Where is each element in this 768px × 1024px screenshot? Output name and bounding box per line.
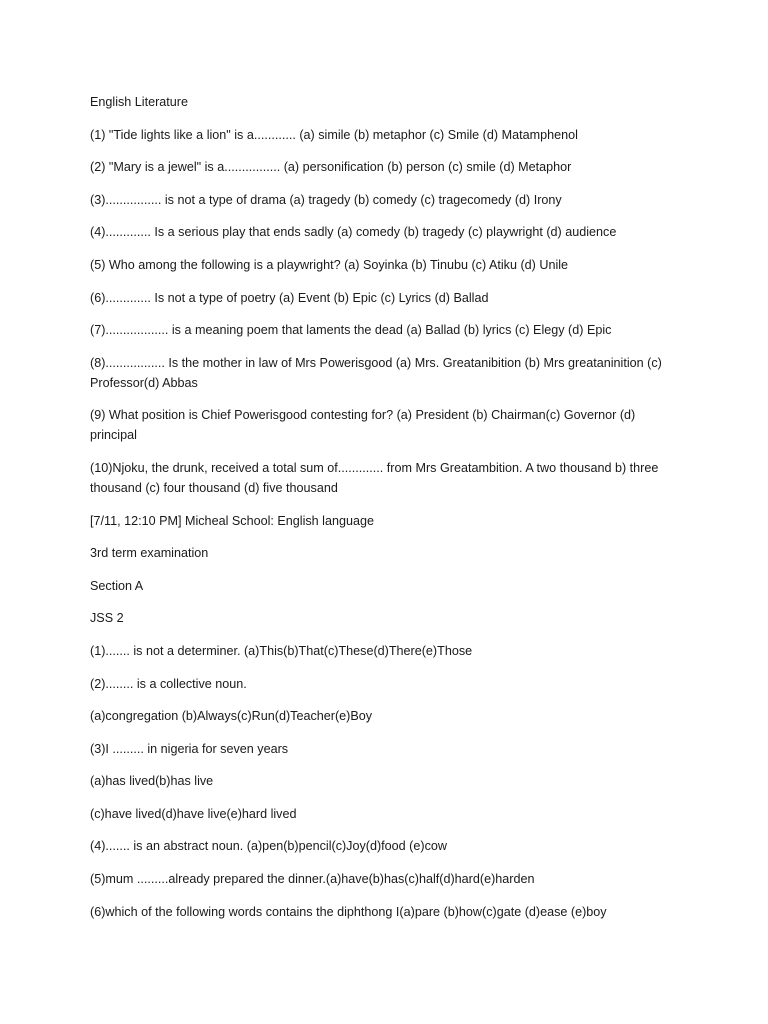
question-eng-3-options-b: (c)have lived(d)have live(e)hard lived	[90, 806, 297, 821]
class-label: JSS 2	[90, 611, 124, 626]
question-eng-2: (2)........ is a collective noun.	[90, 676, 247, 691]
exam-term: 3rd term examination	[90, 546, 209, 561]
question-eng-1: (1)....... is not a determiner. (a)This(b)That(c)These(d)There(e)Those	[90, 643, 473, 658]
question-eng-3: (3)I ......... in nigeria for seven years	[90, 741, 289, 756]
question-lit-3: (3)................ is not a type of drama (a) tragedy (b) comedy (c) tragecomedy (d) Irony	[90, 192, 562, 207]
question-lit-7: (7).................. is a meaning poem that laments the dead (a) Ballad (b) lyrics (c) Elegy (d) Epic	[90, 323, 612, 338]
question-lit-9: (9) What position is Chief Powerisgood contesting for? (a) President (b) Chairman(c) Governor (d) principal	[90, 408, 636, 443]
message-header: [7/11, 12:10 PM] Micheal School: English language	[90, 513, 375, 528]
question-lit-1: (1) "Tide lights like a lion" is a............ (a) simile (b) metaphor (c) Smile (d) Matamphenol	[90, 127, 578, 142]
question-eng-2-options: (a)congregation (b)Always(c)Run(d)Teacher(e)Boy	[90, 709, 373, 724]
question-lit-10: (10)Njoku, the drunk, received a total sum of............. from Mrs Greatambition. A two thousand b) three thousand (c) four thousand (d) five thousand	[90, 460, 659, 495]
question-lit-8: (8)................. Is the mother in law of Mrs Powerisgood (a) Mrs. Greatanibition (b) Mrs greataninition (c) Professor(d) Abbas	[90, 355, 662, 390]
question-lit-5: (5) Who among the following is a playwright? (a) Soyinka (b) Tinubu (c) Atiku (d) Unile	[90, 257, 569, 272]
question-lit-6: (6)............. Is not a type of poetry (a) Event (b) Epic (c) Lyrics (d) Ballad	[90, 290, 489, 305]
question-eng-3-options-a: (a)has lived(b)has live	[90, 774, 214, 789]
document-title: English Literature	[90, 95, 189, 109]
document-page	[90, 92, 680, 934]
question-lit-2: (2) "Mary is a jewel" is a................ (a) personification (b) person (c) smile (d) Metaphor	[90, 160, 572, 175]
question-lit-4: (4)............. Is a serious play that ends sadly (a) comedy (b) tragedy (c) playwright (d) audience	[90, 225, 617, 240]
question-eng-5: (5)mum .........already prepared the dinner.(a)have(b)has(c)half(d)hard(e)harden	[90, 872, 535, 887]
question-eng-6: (6)which of the following words contains the diphthong I(a)pare (b)how(c)gate (d)ease (e)boy	[90, 904, 607, 919]
section-label: Section A	[90, 578, 144, 593]
question-eng-4: (4)....... is an abstract noun. (a)pen(b)pencil(c)Joy(d)food (e)cow	[90, 839, 447, 854]
